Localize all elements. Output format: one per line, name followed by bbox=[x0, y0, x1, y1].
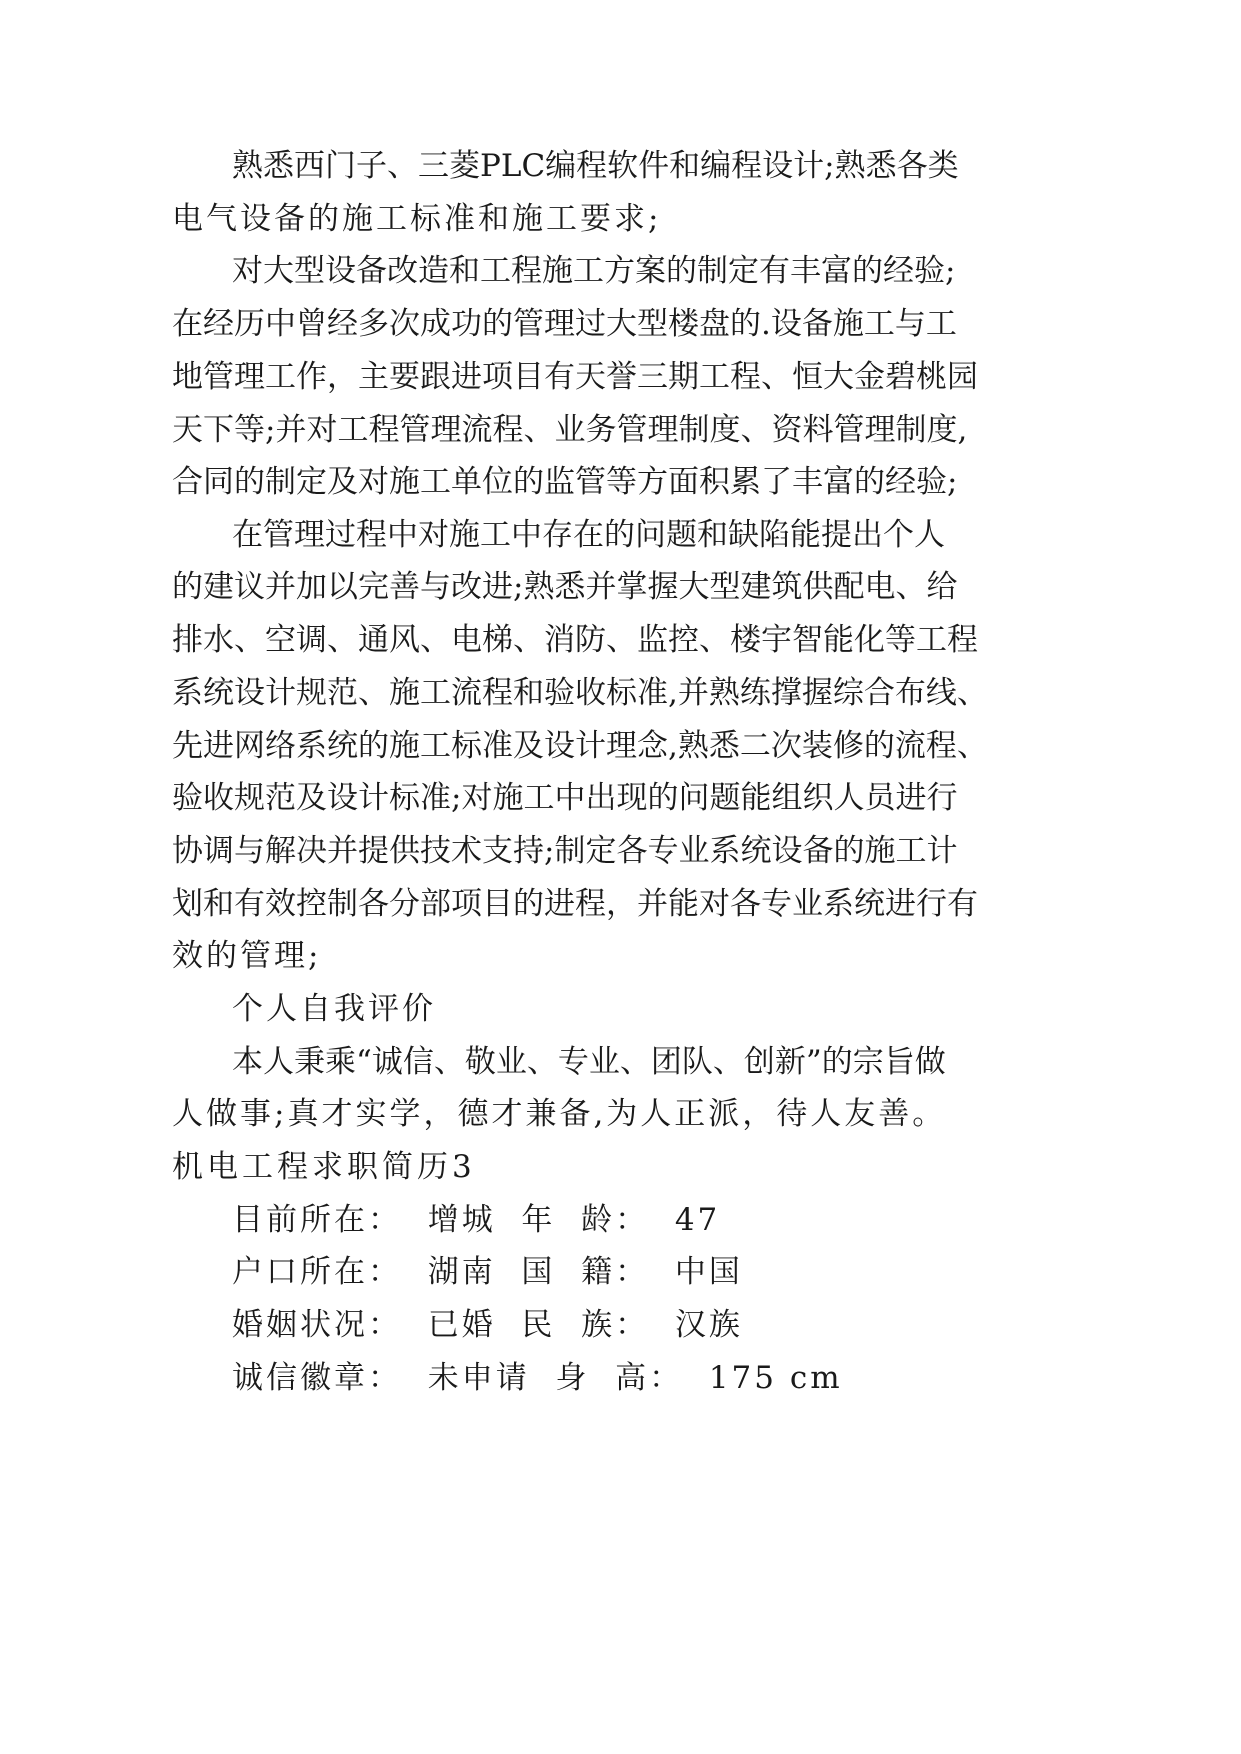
paragraph-line: 合同的制定及对施工单位的监管等方面积累了丰富的经验; bbox=[172, 464, 958, 500]
paragraph-line: 本人秉乘“诚信、敬业、专业、团队、创新”的宗旨做 bbox=[232, 1044, 946, 1080]
paragraph-line: 天下等;并对工程管理流程、业务管理制度、资料管理制度, bbox=[172, 412, 968, 448]
info-row: 婚姻状况： 已婚 民 族： 汉族 bbox=[232, 1307, 743, 1343]
paragraph-line: 先进网络系统的施工标准及设计理念,熟悉二次装修的流程、 bbox=[172, 728, 988, 764]
paragraph-line: 在经历中曾经多次成功的管理过大型楼盘的.设备施工与工 bbox=[172, 306, 957, 342]
paragraph-line: 在管理过程中对施工中存在的问题和缺陷能提出个人 bbox=[232, 517, 945, 553]
paragraph-line: 熟悉西门子、三菱PLC编程软件和编程设计;熟悉各类 bbox=[232, 148, 959, 184]
resume-title: 机电工程求职简历3 bbox=[172, 1149, 476, 1185]
paragraph-line: 的建议并加以完善与改进;熟悉并掌握大型建筑供配电、给 bbox=[172, 569, 958, 605]
paragraph-line: 协调与解决并提供技术支持;制定各专业系统设备的施工计 bbox=[172, 833, 958, 869]
info-row: 户口所在： 湖南 国 籍： 中国 bbox=[232, 1254, 743, 1290]
paragraph-line: 验收规范及设计标准;对施工中出现的问题能组织人员进行 bbox=[172, 780, 958, 816]
paragraph-line: 排水、空调、通风、电梯、消防、监控、楼宇智能化等工程 bbox=[172, 622, 978, 658]
paragraph-line: 对大型设备改造和工程施工方案的制定有丰富的经验; bbox=[232, 253, 956, 289]
paragraph-line: 电气设备的施工标准和施工要求; bbox=[172, 201, 662, 237]
paragraph-line: 系统设计规范、施工流程和验收标准,并熟练撑握综合布线、 bbox=[172, 675, 988, 711]
section-heading: 个人自我评价 bbox=[232, 991, 436, 1027]
paragraph-line: 划和有效控制各分部项目的进程，并能对各专业系统进行有 bbox=[172, 886, 978, 922]
paragraph-line: 人做事;真才实学，德才兼备,为人正派，待人友善。 bbox=[172, 1096, 947, 1132]
info-row: 诚信徽章： 未申请 身 高： 175 cm bbox=[232, 1360, 843, 1396]
paragraph-line: 效的管理; bbox=[172, 938, 322, 974]
paragraph-line: 地管理工作，主要跟进项目有天誉三期工程、恒大金碧桃园 bbox=[172, 359, 978, 395]
info-row: 目前所在： 增城 年 龄： 47 bbox=[232, 1202, 721, 1238]
